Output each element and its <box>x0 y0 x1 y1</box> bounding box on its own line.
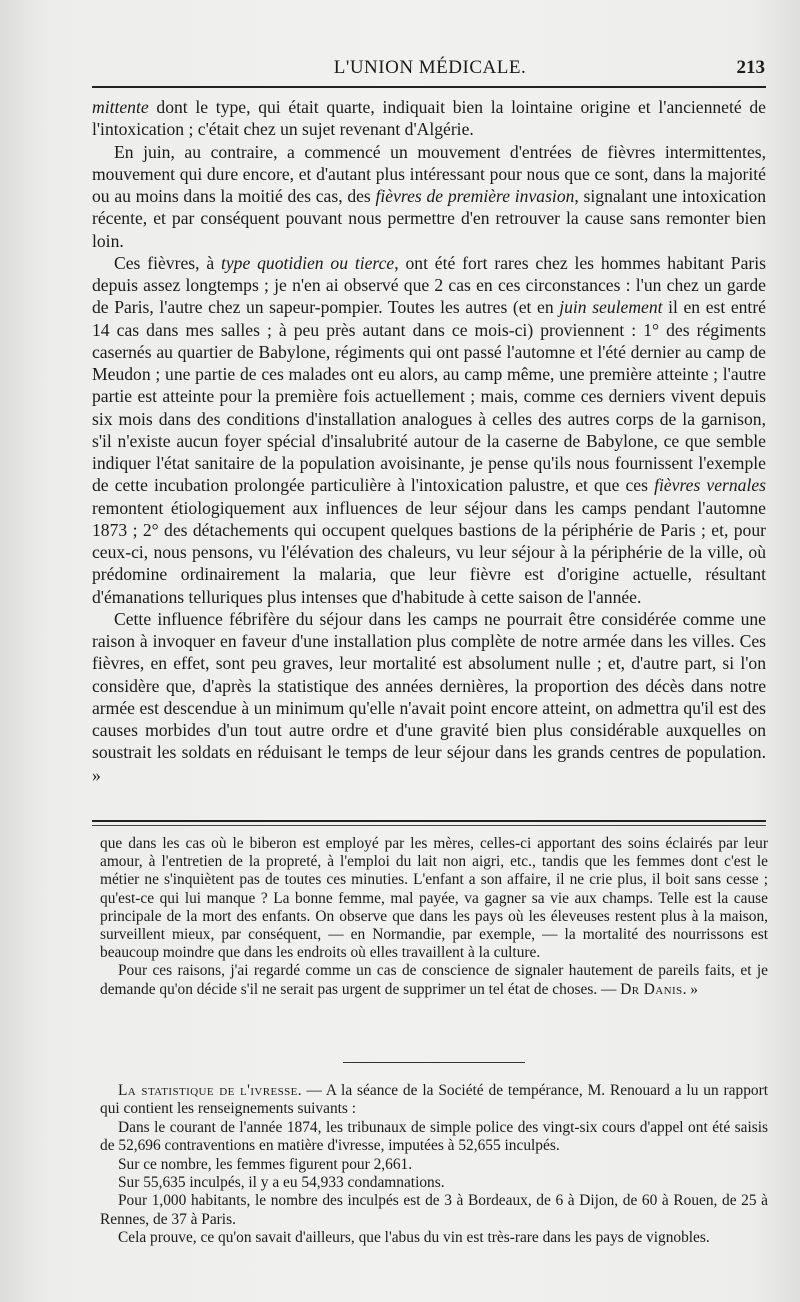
page-number: 213 <box>736 57 765 78</box>
footnote-paragraph <box>100 835 768 962</box>
text-run: Cela prouve, ce qu'on savait d'ailleurs, que l'abus du vin est très-rare dans les pays de vignobles. <box>118 1229 710 1247</box>
news-paragraph <box>100 1229 768 1247</box>
news-item <box>100 1082 768 1248</box>
text-run: remontent étiologiquement aux influences de leur séjour dans les camps pendant l'automne 1873 ; 2° des détachements qui occupent quelques bastions de la périphérie de Paris ; et, pour ceux-ci, nous pensons, vu l'élévation des chaleurs, vu leur séjour à la périphérie de la ville, où prédomine ordinairement la malaria, que leur fièvre est d'origine actuelle, résultant d'émanations telluriques plus intenses que d'habitude à cette saison de l'année. <box>92 497 766 607</box>
text-run: Pour ces raisons, j'ai regardé comme un cas de conscience de signaler hautement de pareils faits, et je demande qu'on décide s'il ne serait pas urgent de supprimer un tel état de choses. — <box>100 962 768 998</box>
italic-text: fièvres vernales <box>654 475 766 496</box>
small-caps-text: La statistique de l'ivresse <box>118 1082 298 1099</box>
italic-text: juin seulement <box>559 297 663 318</box>
section-separator <box>343 1062 525 1063</box>
text-run: En juin, au contraire, a commencé un mouvement d'entrées de fièvres intermittentes, mouvement qui dure encore, et d'autant plus intéressant pour nous que ce sont, dans la majorité ou au moins dans la moitié des cas, des <box>92 141 766 206</box>
text-run: Sur 55,635 inculpés, il y a eu 54,933 condamnations. <box>118 1174 445 1192</box>
footnote-paragraph <box>100 962 768 998</box>
text-run: , signalant une intoxication récente, et par conséquent pouvant nous permettre d'en retrouver la cause sans remonter bien loin. <box>92 186 766 251</box>
italic-text: mittente <box>92 97 149 117</box>
text-run: Pour 1,000 habitants, le nombre des inculpés est de 3 à Bordeaux, de 6 à Dijon, de 60 à Rouen, de 25 à Rennes, de 37 à Paris. <box>100 1192 768 1228</box>
body-paragraph <box>92 96 766 141</box>
news-paragraph <box>100 1156 768 1174</box>
text-run: Dans le courant de l'année 1874, les tribunaux de simple police des vingt-six cours d'appel ont été saisis de 52,696 contraventions en matière d'ivresse, imputées à 52,655 inculpés. <box>100 1118 768 1155</box>
journal-title: L'UNION MÉDICALE. <box>333 57 527 78</box>
body-paragraph <box>92 608 766 786</box>
text-run: , ont été fort rares chez les hommes habitant Paris depuis assez longtemps ; je n'en ai observé que 2 cas en ces circonstances : l'un chez un garde de Paris, l'autre chez un sapeur-pompier. Toutes les autres (et en <box>92 252 766 318</box>
text-run: que dans les cas où le biberon est employé par les mères, celles-ci apportant des soins éclairés par leur amour, à l'entretien de la propreté, à l'emploi du lait non aigri, etc., tandis que les femmes dont c'est le métier ne s'inquiètent pas de toutes ces minuties. L'enfant a son affaire, il ne crie plus, il boit sans cesse ; qu'est-ce qui lui manque ? La bonne femme, mal payée, va gagner sa vie aux champs. Telle est la cause principale de la mort des enfants. On observe que dans les pays où les éleveuses restent plus à la maison, surveillent mieux, par conséquent, — en Normandie, par exemple, — la mortalité des nourrissons est beaucoup moindre que dans les endroits où elles travaillent à la culture. <box>100 835 768 962</box>
text-run: dont le type, qui était quarte, indiquait bien la lointaine origine et l'ancienneté de l'intoxication ; c'était chez un sujet revenant d'Algérie. <box>92 97 766 140</box>
body-paragraph <box>92 141 766 252</box>
body-paragraph <box>92 252 766 608</box>
text-run: Ces fièvres, à <box>114 252 221 273</box>
footnote-separator <box>92 820 766 826</box>
footnote-text <box>100 835 768 999</box>
text-run: Cette influence fébrifère du séjour dans les camps ne pourrait être considérée comme une raison à invoquer en faveur d'une installation plus complète de notre armée dans les villes. Ces fièvres, en effet, sont peu graves, leur mortalité est absolument nulle ; et, d'autre part, si l'on considère que, d'après la statistique des années dernières, la proportion des décès dans notre armée est descendue à un minimum qu'elle n'avait point encore atteint, on admettra qu'il est des causes morbides d'un tout autre ordre et d'une gravité bien plus considérable auxquelles on soustrait les soldats en réduisant le temps de leur séjour dans les grands centres de population. » <box>92 608 766 785</box>
text-run: il en est entré 14 cas dans mes salles ; à peu près autant dans ce mois-ci) proviennent : 1° des régiments casernés au quartier de Babylone, régiments qui ont passé l'automne et l'été dernier au camp de Meudon ; une partie de ces malades ont eu alors, au camp même, une première atteinte ; l'autre partie est atteinte pour la première fois actuellement ; mais, comme ces derniers vivent depuis six mois dans des conditions d'installation analogues à celles des autres corps de la garnison, s'il n'existe aucun foyer spécial d'insalubrité autour de la caserne de Babylone, ce que semble indiquer l'état sanitaire de la population avoisinante, je pense qu'ils nous fournissent l'exemple de cette incubation prolongée particulière à l'intoxication palustre, et que ces <box>92 297 766 496</box>
text-run: . — A la séance de la Société de tempérance, M. Renouard a lu un rapport qui contient les renseignements suivants : <box>100 1082 768 1118</box>
italic-text: type quotidien ou tierce <box>220 252 395 273</box>
text-run: . » <box>682 980 698 998</box>
running-header <box>95 57 765 83</box>
news-paragraph <box>100 1192 768 1229</box>
main-article-text <box>92 96 766 786</box>
text-run: Sur ce nombre, les femmes figurent pour 2,661. <box>118 1155 413 1173</box>
header-rule <box>92 86 766 88</box>
italic-text: fièvres de première invasion <box>375 186 575 206</box>
news-paragraph <box>100 1119 768 1156</box>
small-caps-text: Dr Danis <box>620 980 683 998</box>
news-paragraph <box>100 1174 768 1192</box>
news-paragraph <box>100 1082 768 1119</box>
